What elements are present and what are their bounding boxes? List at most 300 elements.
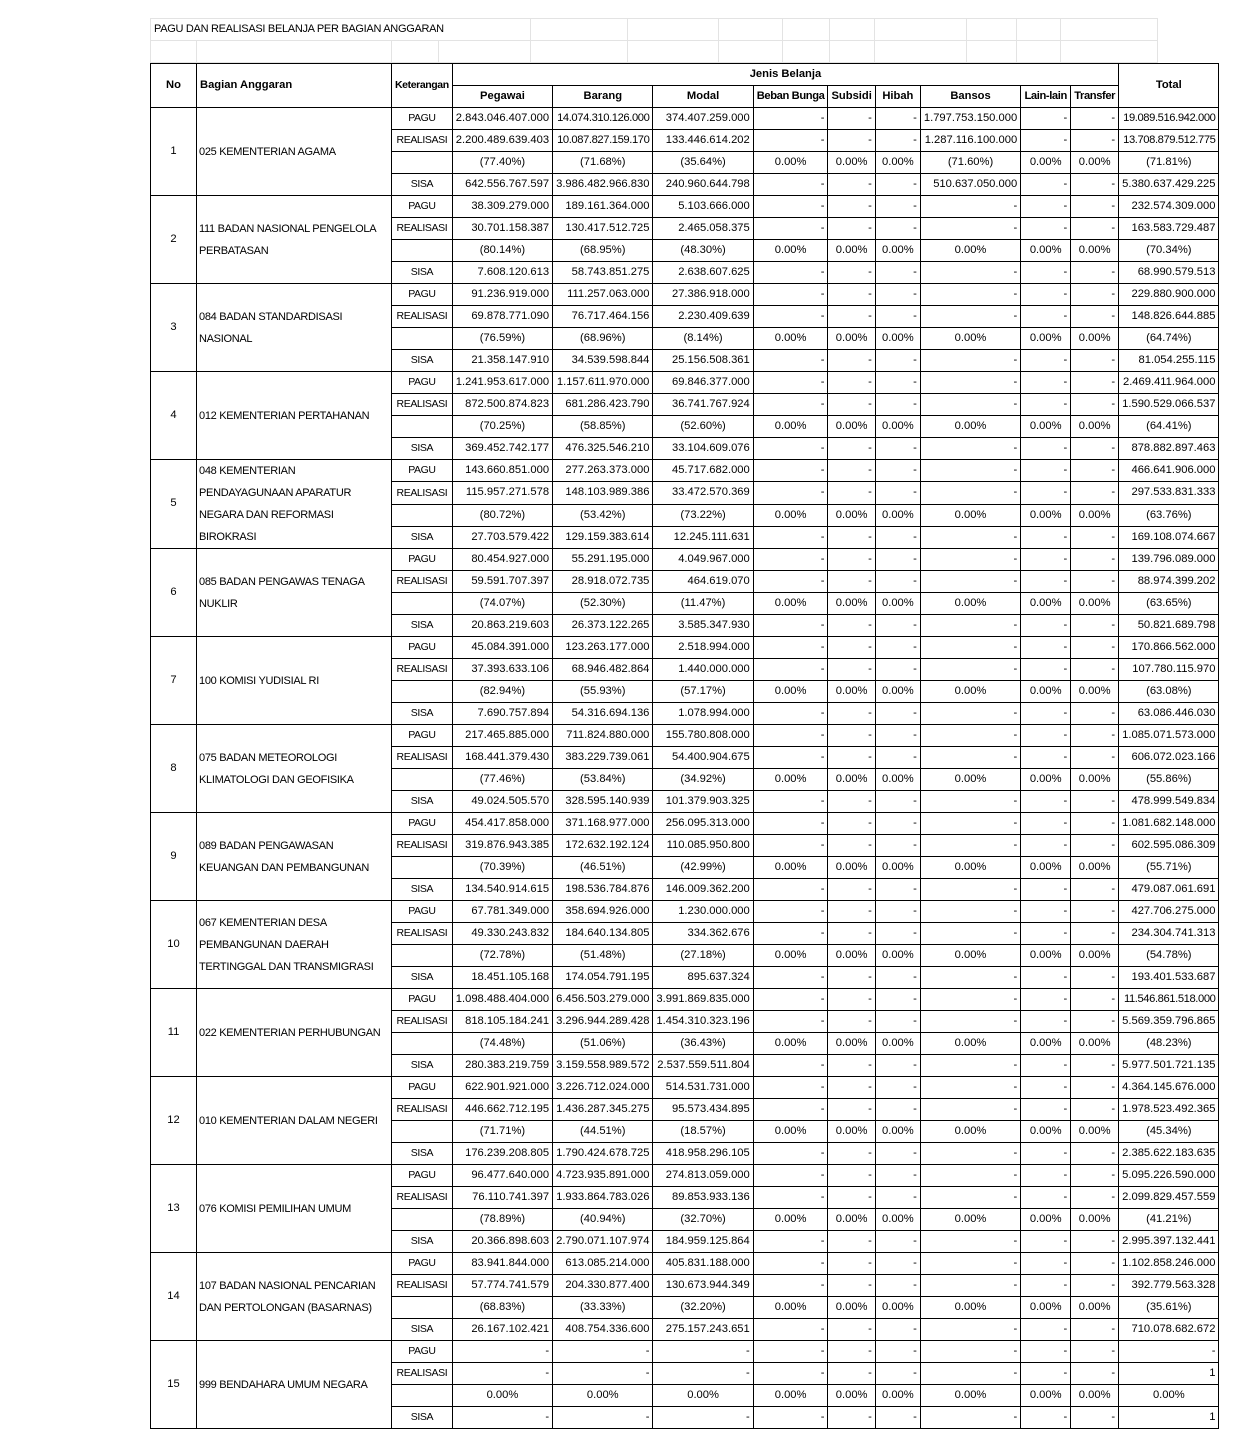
value-cell: 277.263.373.000 (553, 460, 653, 482)
value-cell: 27.386.918.000 (653, 284, 753, 306)
value-cell: - (753, 108, 828, 130)
value-cell: 0.00% (875, 240, 920, 262)
value-cell: 3.226.712.024.000 (553, 1077, 653, 1099)
header-no: No (151, 64, 197, 108)
value-cell: - (920, 1363, 1020, 1385)
value-cell: (70.25%) (452, 416, 552, 438)
value-cell: - (1021, 306, 1071, 328)
value-cell: - (875, 262, 920, 284)
keterangan-cell (392, 857, 453, 879)
value-cell: 18.451.105.168 (452, 967, 552, 989)
value-cell: 0.00% (875, 416, 920, 438)
value-cell: - (875, 1143, 920, 1165)
value-cell: - (1021, 174, 1071, 196)
value-cell: - (875, 1253, 920, 1275)
value-cell: - (1071, 482, 1119, 504)
value-cell: 55.291.195.000 (553, 549, 653, 571)
value-cell: 2.385.622.183.635 (1119, 1143, 1219, 1165)
value-cell: - (753, 901, 828, 923)
value-cell: 170.866.562.000 (1119, 637, 1219, 659)
keterangan-cell: PAGU (392, 813, 453, 835)
value-cell: 69.878.771.090 (452, 306, 552, 328)
value-cell: 38.309.279.000 (452, 196, 552, 218)
value-cell: 49.330.243.832 (452, 923, 552, 945)
value-cell: - (920, 1341, 1020, 1363)
value-cell: - (1071, 791, 1119, 813)
value-cell: - (920, 1055, 1020, 1077)
value-cell: - (753, 350, 828, 372)
value-cell: - (920, 725, 1020, 747)
value-cell: 374.407.259.000 (653, 108, 753, 130)
keterangan-cell: PAGU (392, 108, 453, 130)
value-cell: - (1021, 967, 1071, 989)
value-cell: 478.999.549.834 (1119, 791, 1219, 813)
value-cell: 49.024.505.570 (452, 791, 552, 813)
value-cell: - (875, 1165, 920, 1187)
value-cell: 1.590.529.066.537 (1119, 394, 1219, 416)
value-cell: - (1021, 1099, 1071, 1121)
value-cell: - (920, 549, 1020, 571)
value-cell: - (1071, 196, 1119, 218)
value-cell: - (553, 1341, 653, 1363)
value-cell: - (1071, 130, 1119, 152)
value-cell: 0.00% (1071, 593, 1119, 615)
value-cell: - (1021, 130, 1071, 152)
value-cell: - (828, 571, 875, 593)
row-number: 13 (151, 1165, 197, 1253)
value-cell: - (828, 989, 875, 1011)
value-cell: 184.959.125.864 (653, 1231, 753, 1253)
value-cell: (51.48%) (553, 945, 653, 967)
value-cell: 1 (1119, 1407, 1219, 1429)
row-number: 8 (151, 725, 197, 813)
value-cell: - (828, 284, 875, 306)
value-cell: 1.440.000.000 (653, 659, 753, 681)
value-cell: - (753, 615, 828, 637)
value-cell: - (1071, 659, 1119, 681)
value-cell: - (920, 482, 1020, 504)
value-cell: - (875, 460, 920, 482)
value-cell: 418.958.296.105 (653, 1143, 753, 1165)
value-cell: - (828, 372, 875, 394)
value-cell: - (920, 923, 1020, 945)
value-cell: 129.159.383.614 (553, 526, 653, 548)
value-cell: 13.708.879.512.775 (1119, 130, 1219, 152)
value-cell: (46.51%) (553, 857, 653, 879)
value-cell: - (1071, 372, 1119, 394)
value-cell: - (875, 1187, 920, 1209)
value-cell: - (1021, 526, 1071, 548)
value-cell: (74.07%) (452, 593, 552, 615)
value-cell: 0.00% (1021, 1297, 1071, 1319)
value-cell: 168.441.379.430 (452, 747, 552, 769)
value-cell: - (828, 1275, 875, 1297)
value-cell: 45.717.682.000 (653, 460, 753, 482)
row-number: 7 (151, 637, 197, 725)
value-cell: (63.76%) (1119, 504, 1219, 526)
value-cell: - (828, 615, 875, 637)
value-cell: - (452, 1407, 552, 1429)
value-cell: - (753, 306, 828, 328)
value-cell: 0.00% (1071, 1033, 1119, 1055)
value-cell: - (1071, 526, 1119, 548)
value-cell: 28.918.072.735 (553, 571, 653, 593)
value-cell: - (875, 1055, 920, 1077)
keterangan-cell: SISA (392, 791, 453, 813)
value-cell: - (753, 549, 828, 571)
value-cell: 622.901.921.000 (452, 1077, 552, 1099)
value-cell: - (875, 130, 920, 152)
keterangan-cell: PAGU (392, 1341, 453, 1363)
keterangan-cell (392, 1297, 453, 1319)
value-cell: - (920, 791, 1020, 813)
value-cell: 0.00% (1071, 945, 1119, 967)
keterangan-cell: REALISASI (392, 1011, 453, 1033)
value-cell: - (875, 306, 920, 328)
value-cell: - (753, 372, 828, 394)
value-cell: 34.539.598.844 (553, 350, 653, 372)
value-cell: 0.00% (1021, 681, 1071, 703)
value-cell: - (753, 438, 828, 460)
keterangan-cell: PAGU (392, 196, 453, 218)
keterangan-cell: REALISASI (392, 218, 453, 240)
value-cell: 0.00% (1071, 152, 1119, 174)
value-cell: 80.454.927.000 (452, 549, 552, 571)
value-cell: 383.229.739.061 (553, 747, 653, 769)
value-cell: 130.673.944.349 (653, 1275, 753, 1297)
value-cell: 256.095.313.000 (653, 813, 753, 835)
value-cell: - (753, 1275, 828, 1297)
value-cell: - (828, 130, 875, 152)
value-cell: - (920, 372, 1020, 394)
value-cell: 0.00% (753, 1209, 828, 1231)
value-cell: 110.085.950.800 (653, 835, 753, 857)
header-lain-lain: Lain-lain (1021, 86, 1071, 108)
title-grid (150, 18, 1158, 63)
value-cell: - (1021, 901, 1071, 923)
value-cell: - (875, 438, 920, 460)
table-row (151, 1165, 1219, 1187)
row-number: 1 (151, 108, 197, 196)
value-cell: 1.797.753.150.000 (920, 108, 1020, 130)
value-cell: 0.00% (1021, 240, 1071, 262)
value-cell: 0.00% (875, 504, 920, 526)
value-cell: 88.974.399.202 (1119, 571, 1219, 593)
value-cell: 0.00% (1071, 681, 1119, 703)
value-cell: - (875, 989, 920, 1011)
value-cell: (48.30%) (653, 240, 753, 262)
value-cell: 20.863.219.603 (452, 615, 552, 637)
bagian-anggaran-name: 111 BADAN NASIONAL PENGELOLA PERBATASAN (197, 196, 392, 284)
value-cell: 275.157.243.651 (653, 1319, 753, 1341)
value-cell: - (920, 747, 1020, 769)
value-cell: (11.47%) (653, 593, 753, 615)
bagian-anggaran-name: 999 BENDAHARA UMUM NEGARA (197, 1341, 392, 1429)
value-cell: - (1071, 350, 1119, 372)
value-cell: 91.236.919.000 (452, 284, 552, 306)
value-cell: 26.167.102.421 (452, 1319, 552, 1341)
keterangan-cell (392, 416, 453, 438)
value-cell: 297.533.831.333 (1119, 482, 1219, 504)
value-cell: - (1071, 1253, 1119, 1275)
header-total: Total (1119, 64, 1219, 108)
value-cell: (42.99%) (653, 857, 753, 879)
keterangan-cell: SISA (392, 1143, 453, 1165)
value-cell: - (828, 460, 875, 482)
value-cell: - (1021, 549, 1071, 571)
value-cell: 1.078.994.000 (653, 703, 753, 725)
value-cell: 189.161.364.000 (553, 196, 653, 218)
value-cell: - (875, 637, 920, 659)
value-cell: 427.706.275.000 (1119, 901, 1219, 923)
value-cell: - (1021, 1055, 1071, 1077)
value-cell: - (875, 791, 920, 813)
value-cell: 0.00% (1021, 1385, 1071, 1407)
row-number: 12 (151, 1077, 197, 1165)
value-cell: - (653, 1407, 753, 1429)
value-cell: 76.110.741.397 (452, 1187, 552, 1209)
value-cell: - (1071, 747, 1119, 769)
value-cell: - (1071, 813, 1119, 835)
value-cell: - (1021, 1187, 1071, 1209)
value-cell: - (753, 262, 828, 284)
value-cell: - (828, 1165, 875, 1187)
value-cell: - (1021, 835, 1071, 857)
value-cell: 0.00% (920, 1033, 1020, 1055)
value-cell: - (452, 1341, 552, 1363)
value-cell: 174.054.791.195 (553, 967, 653, 989)
keterangan-cell: SISA (392, 967, 453, 989)
keterangan-cell (392, 769, 453, 791)
value-cell: 0.00% (1071, 328, 1119, 350)
value-cell: - (1021, 637, 1071, 659)
value-cell: 3.159.558.989.572 (553, 1055, 653, 1077)
header-bansos: Bansos (920, 86, 1020, 108)
value-cell: 0.00% (875, 857, 920, 879)
value-cell: 0.00% (1119, 1385, 1219, 1407)
bagian-anggaran-name: 010 KEMENTERIAN DALAM NEGERI (197, 1077, 392, 1165)
value-cell: 0.00% (828, 240, 875, 262)
value-cell: - (1071, 1231, 1119, 1253)
value-cell: - (828, 1143, 875, 1165)
value-cell: - (920, 526, 1020, 548)
value-cell: - (875, 372, 920, 394)
value-cell: - (828, 1099, 875, 1121)
value-cell: - (1071, 549, 1119, 571)
value-cell: - (1071, 1099, 1119, 1121)
value-cell: - (753, 218, 828, 240)
value-cell: 0.00% (653, 1385, 753, 1407)
value-cell: (41.21%) (1119, 1209, 1219, 1231)
value-cell: 184.640.134.805 (553, 923, 653, 945)
keterangan-cell: SISA (392, 615, 453, 637)
value-cell: 4.723.935.891.000 (553, 1165, 653, 1187)
value-cell: - (828, 306, 875, 328)
header-hibah: Hibah (875, 86, 920, 108)
value-cell: (64.41%) (1119, 416, 1219, 438)
value-cell: 146.009.362.200 (653, 879, 753, 901)
value-cell: - (753, 174, 828, 196)
value-cell: 1.978.523.492.365 (1119, 1099, 1219, 1121)
value-cell: - (1021, 262, 1071, 284)
value-cell: - (828, 1319, 875, 1341)
row-number: 5 (151, 460, 197, 549)
value-cell: 2.518.994.000 (653, 637, 753, 659)
value-cell: - (920, 1319, 1020, 1341)
value-cell: - (828, 1055, 875, 1077)
value-cell: 606.072.023.166 (1119, 747, 1219, 769)
value-cell: - (1071, 1319, 1119, 1341)
value-cell: 198.536.784.876 (553, 879, 653, 901)
value-cell: 193.401.533.687 (1119, 967, 1219, 989)
value-cell: - (753, 835, 828, 857)
table-body (151, 108, 1219, 1429)
value-cell: (74.48%) (452, 1033, 552, 1055)
value-cell: 0.00% (875, 769, 920, 791)
header-jenis-belanja: Jenis Belanja (452, 64, 1118, 86)
value-cell: (78.89%) (452, 1209, 552, 1231)
value-cell: - (920, 1407, 1020, 1429)
value-cell: 681.286.423.790 (553, 394, 653, 416)
keterangan-cell: PAGU (392, 637, 453, 659)
row-number: 3 (151, 284, 197, 372)
value-cell: (52.60%) (653, 416, 753, 438)
value-cell: - (1071, 1055, 1119, 1077)
value-cell: 510.637.050.000 (920, 174, 1020, 196)
keterangan-cell: SISA (392, 703, 453, 725)
value-cell: 454.417.858.000 (452, 813, 552, 835)
value-cell: 33.472.570.369 (653, 482, 753, 504)
value-cell: 0.00% (828, 681, 875, 703)
value-cell: 334.362.676 (653, 923, 753, 945)
value-cell: 0.00% (828, 1385, 875, 1407)
value-cell: (77.40%) (452, 152, 552, 174)
value-cell: - (828, 703, 875, 725)
value-cell: 107.780.115.970 (1119, 659, 1219, 681)
value-cell: - (875, 526, 920, 548)
value-cell: - (875, 571, 920, 593)
value-cell: - (920, 1011, 1020, 1033)
value-cell: 0.00% (875, 1385, 920, 1407)
value-cell: - (1071, 1341, 1119, 1363)
value-cell: 3.991.869.835.000 (653, 989, 753, 1011)
value-cell: - (1021, 879, 1071, 901)
value-cell: - (753, 1143, 828, 1165)
value-cell: (53.42%) (553, 504, 653, 526)
value-cell: 0.00% (452, 1385, 552, 1407)
value-cell: - (828, 1077, 875, 1099)
header-subsidi: Subsidi (828, 86, 875, 108)
value-cell: 613.085.214.000 (553, 1253, 653, 1275)
keterangan-cell: REALISASI (392, 1363, 453, 1385)
value-cell: - (920, 262, 1020, 284)
value-cell: 5.977.501.721.135 (1119, 1055, 1219, 1077)
value-cell: 2.469.411.964.000 (1119, 372, 1219, 394)
value-cell: - (875, 747, 920, 769)
value-cell: 0.00% (875, 681, 920, 703)
value-cell: 0.00% (828, 152, 875, 174)
value-cell: - (1021, 747, 1071, 769)
value-cell: 0.00% (828, 1121, 875, 1143)
bagian-anggaran-name: 107 BADAN NASIONAL PENCARIAN DAN PERTOLONGAN (BASARNAS) (197, 1253, 392, 1341)
value-cell: - (1071, 218, 1119, 240)
value-cell: 1.436.287.345.275 (553, 1099, 653, 1121)
value-cell: - (753, 791, 828, 813)
value-cell: 0.00% (875, 328, 920, 350)
value-cell: 818.105.184.241 (452, 1011, 552, 1033)
value-cell: (58.85%) (553, 416, 653, 438)
value-cell: - (753, 1341, 828, 1363)
value-cell: - (1021, 350, 1071, 372)
budget-table (150, 63, 1219, 1429)
value-cell: (34.92%) (653, 769, 753, 791)
value-cell: 54.316.694.136 (553, 703, 653, 725)
keterangan-cell: SISA (392, 1407, 453, 1429)
keterangan-cell (392, 1209, 453, 1231)
value-cell: 405.831.188.000 (653, 1253, 753, 1275)
value-cell: 0.00% (1071, 416, 1119, 438)
value-cell: (27.18%) (653, 945, 753, 967)
header-bagian-anggaran: Bagian Anggaran (197, 64, 392, 108)
value-cell: 133.446.614.202 (653, 130, 753, 152)
value-cell: (32.20%) (653, 1297, 753, 1319)
keterangan-cell: SISA (392, 438, 453, 460)
value-cell: - (828, 1253, 875, 1275)
value-cell: - (1071, 108, 1119, 130)
value-cell: - (1021, 108, 1071, 130)
value-cell: 2.790.071.107.974 (553, 1231, 653, 1253)
value-cell: 0.00% (1071, 857, 1119, 879)
value-cell: - (1021, 1231, 1071, 1253)
value-cell: 0.00% (875, 1033, 920, 1055)
value-cell: (82.94%) (452, 681, 552, 703)
value-cell: (57.17%) (653, 681, 753, 703)
value-cell: (77.46%) (452, 769, 552, 791)
value-cell: - (1071, 438, 1119, 460)
value-cell: (36.43%) (653, 1033, 753, 1055)
value-cell: - (753, 482, 828, 504)
value-cell: - (875, 725, 920, 747)
value-cell: - (875, 615, 920, 637)
value-cell: - (828, 791, 875, 813)
keterangan-cell: PAGU (392, 1253, 453, 1275)
value-cell: 130.417.512.725 (553, 218, 653, 240)
value-cell: 6.456.503.279.000 (553, 989, 653, 1011)
value-cell: 2.843.046.407.000 (452, 108, 552, 130)
value-cell: 0.00% (920, 681, 1020, 703)
bagian-anggaran-name: 067 KEMENTERIAN DESA PEMBANGUNAN DAERAH TERTINGGAL DAN TRANSMIGRASI (197, 901, 392, 989)
value-cell: - (920, 1231, 1020, 1253)
value-cell: 83.941.844.000 (452, 1253, 552, 1275)
value-cell: - (875, 1077, 920, 1099)
value-cell: - (1021, 1011, 1071, 1033)
value-cell: (54.78%) (1119, 945, 1219, 967)
value-cell: - (920, 394, 1020, 416)
value-cell: - (920, 1143, 1020, 1165)
value-cell: 895.637.324 (653, 967, 753, 989)
keterangan-cell (392, 681, 453, 703)
value-cell: - (875, 1363, 920, 1385)
value-cell: - (753, 1099, 828, 1121)
table-row (151, 460, 1219, 482)
value-cell: - (875, 1011, 920, 1033)
value-cell: - (920, 1275, 1020, 1297)
value-cell: 0.00% (920, 769, 1020, 791)
keterangan-cell: REALISASI (392, 394, 453, 416)
value-cell: - (875, 813, 920, 835)
keterangan-cell: PAGU (392, 725, 453, 747)
value-cell: 369.452.742.177 (452, 438, 552, 460)
